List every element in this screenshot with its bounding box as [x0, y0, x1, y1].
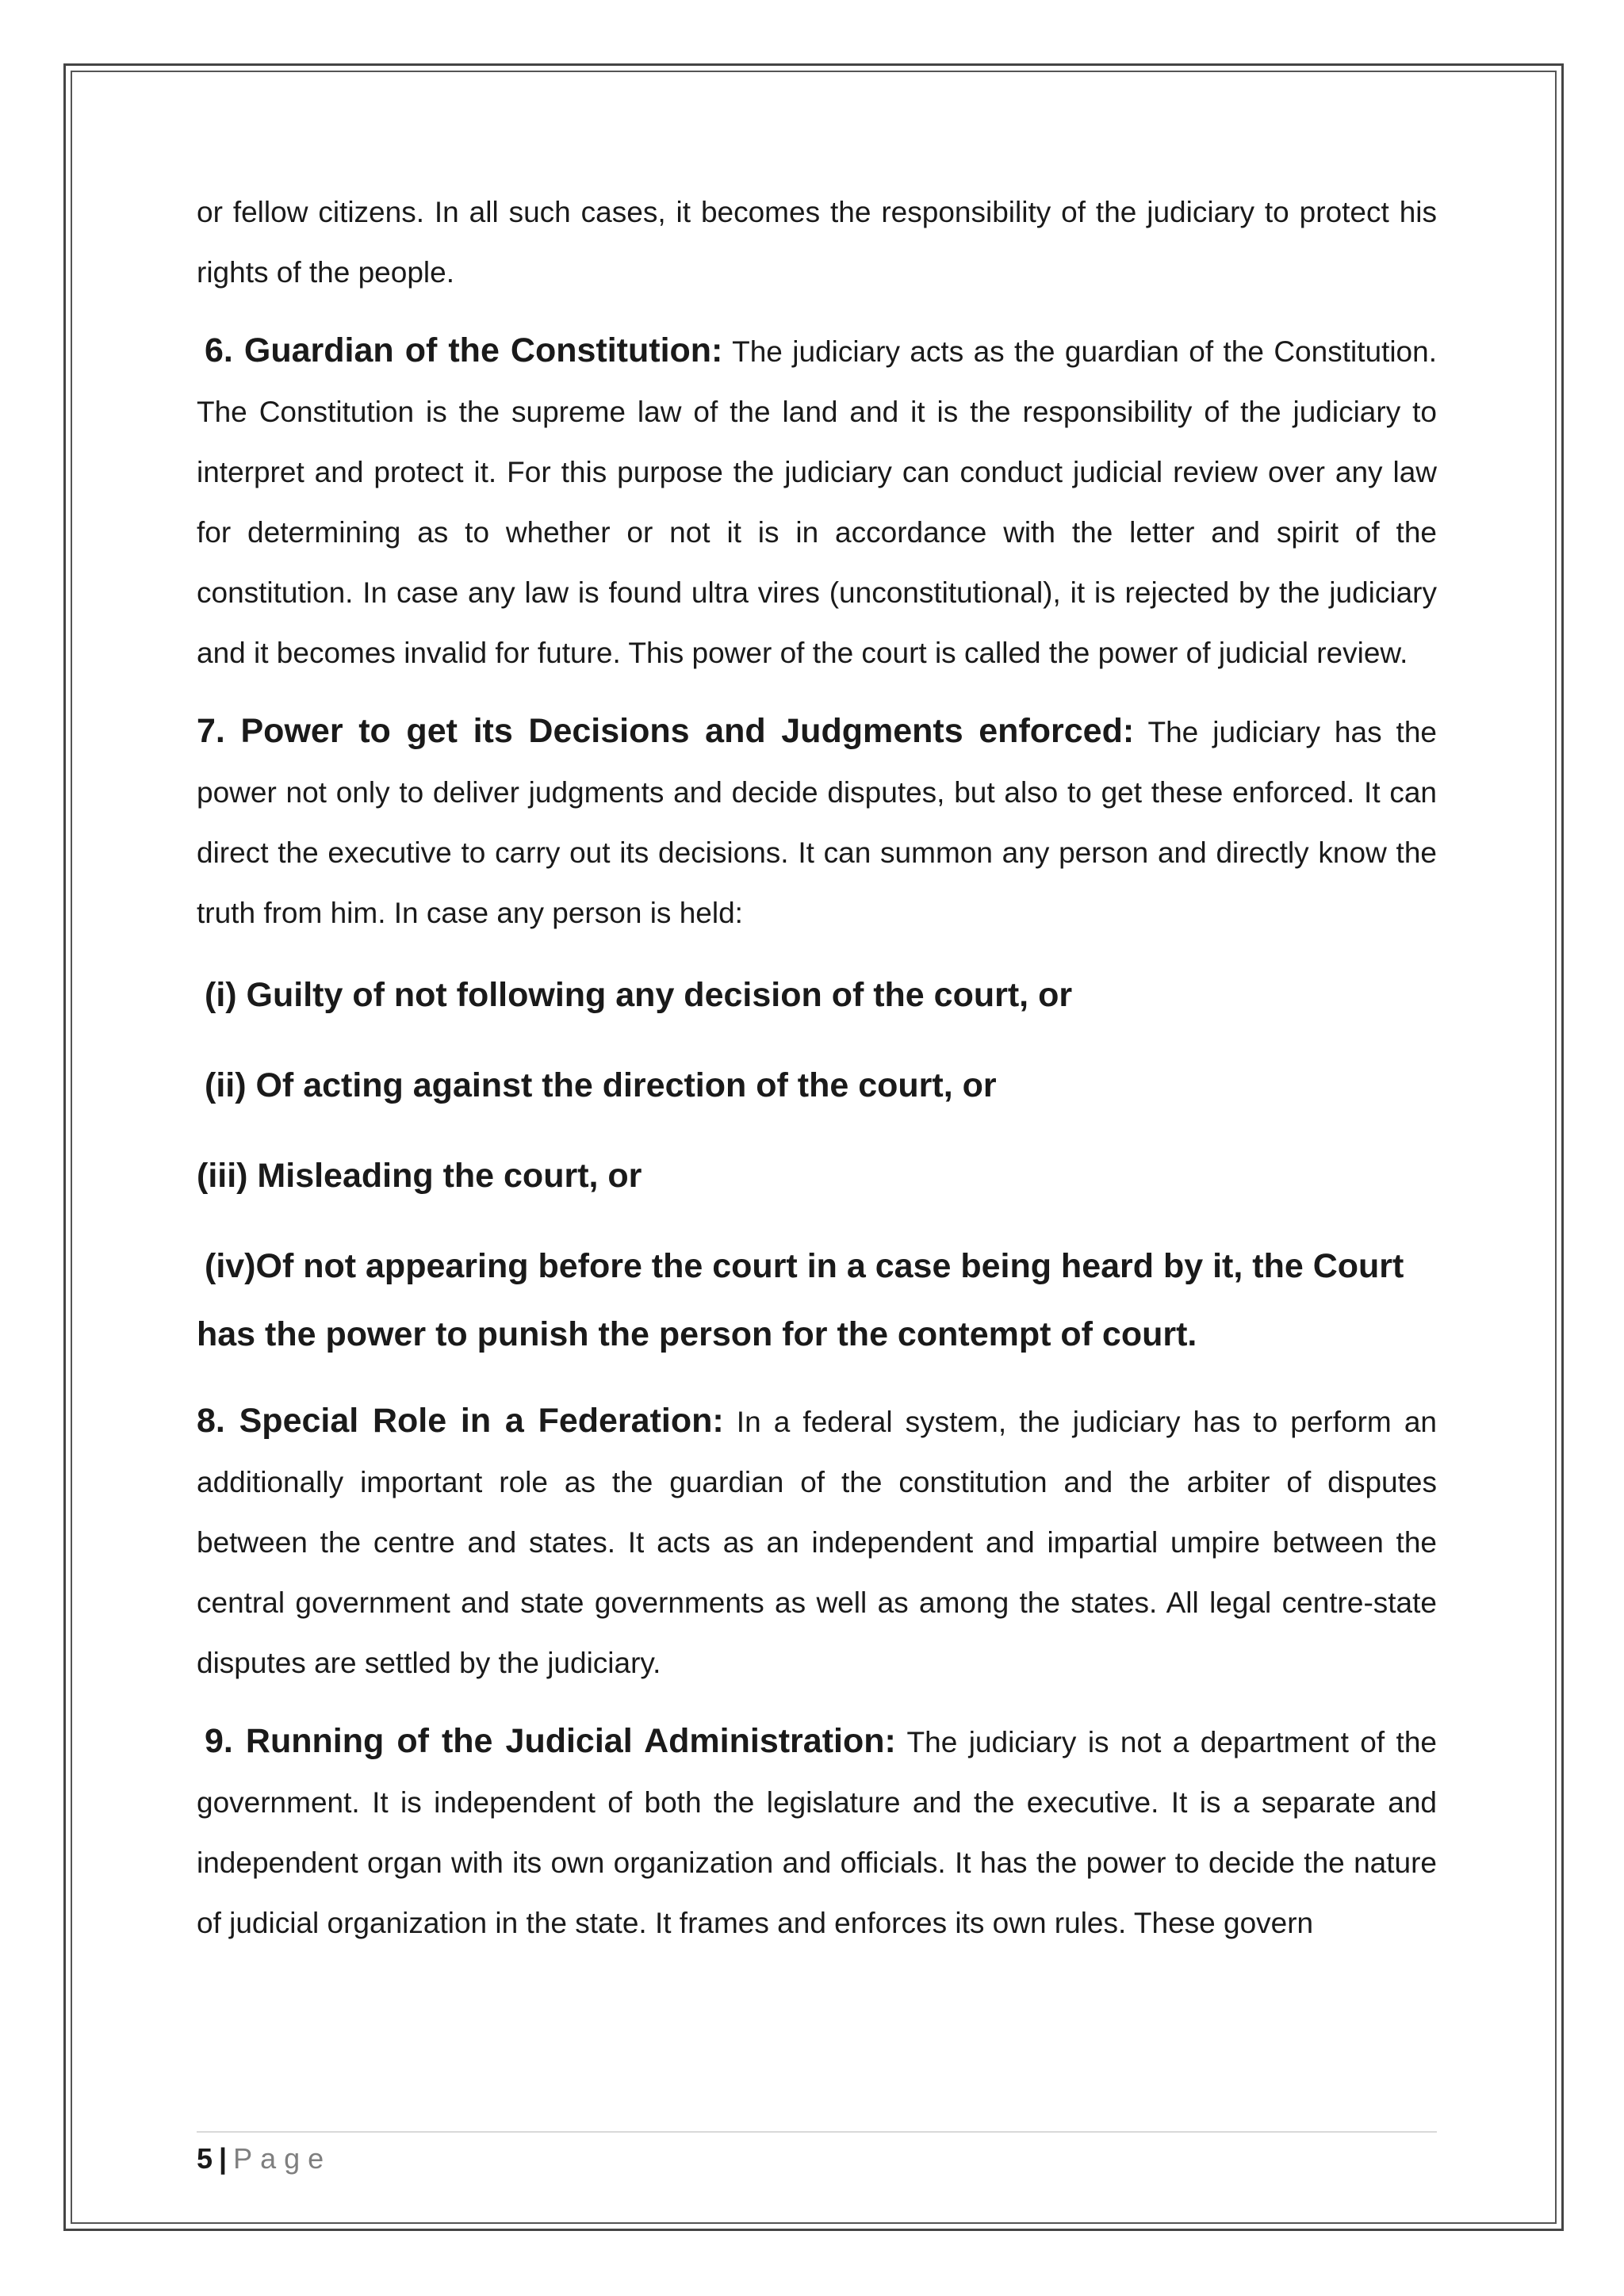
section-7	[197, 701, 1437, 943]
intro-paragraph: or fellow citizens. In all such cases, it becomes the responsibility of the judiciary to protect his rights of the people.	[197, 196, 1437, 289]
section-9	[197, 1711, 1437, 1954]
section-6-body: The judiciary acts as the guardian of the Constitution. The Constitution is the supreme law of the land and it is the responsibility of the judiciary to interpret and protect it. For this purpose the judiciary can conduct judicial review over any law for determining as to whether or not it is in accordance with the letter and spirit of the constitution. In case any law is found ultra vires (unconstitutional), it is rejected by the judiciary and it becomes invalid for future. This power of the court is called the power of judicial review.	[197, 335, 1437, 669]
document-body	[197, 182, 1437, 1971]
page-footer	[197, 2131, 1437, 2175]
section-8-body: In a federal system, the judiciary has to perform an additionally important role as the guardian of the constitution and the arbiter of disputes between the centre and states. It acts as an independent and impartial umpire between the central government and state governments as well as among the states. All legal centre-state disputes are settled by the judiciary.	[197, 1406, 1437, 1679]
page-label: Page	[233, 2142, 332, 2175]
footer-separator: |	[219, 2142, 228, 2175]
section-7-item-i: (i) Guilty of not following any decision of the court, or	[205, 976, 1073, 1014]
page-number: 5	[197, 2142, 213, 2175]
section-7-item-ii: (ii) Of acting against the direction of the court, or	[205, 1066, 997, 1104]
section-6	[197, 320, 1437, 683]
section-6-heading: 6. Guardian of the Constitution:	[205, 331, 723, 369]
section-7-item-iv: (iv)Of not appearing before the court in a case being heard by it, the Court has the power to punish the person for the contempt of court.	[197, 1247, 1404, 1353]
section-7-item-iii: (iii) Misleading the court, or	[197, 1157, 642, 1195]
section-9-heading: 9. Running of the Judicial Administration:	[205, 1722, 896, 1760]
section-9-body: The judiciary is not a department of the government. It is independent of both the legislature and the executive. It is a separate and independent organ with its own organization and officials. It has the power to decide the nature of judicial organization in the state. It frames and enforces its own rules. These govern	[197, 1726, 1437, 1939]
section-8	[197, 1391, 1437, 1693]
section-8-heading: 8. Special Role in a Federation:	[197, 1402, 724, 1440]
section-7-heading: 7. Power to get its Decisions and Judgments enforced:	[197, 712, 1135, 750]
section-7-body: The judiciary has the power not only to deliver judgments and decide disputes, but also to get these enforced. It can direct the executive to carry out its decisions. It can summon any person and directly know the truth from him. In case any person is held:	[197, 716, 1437, 929]
